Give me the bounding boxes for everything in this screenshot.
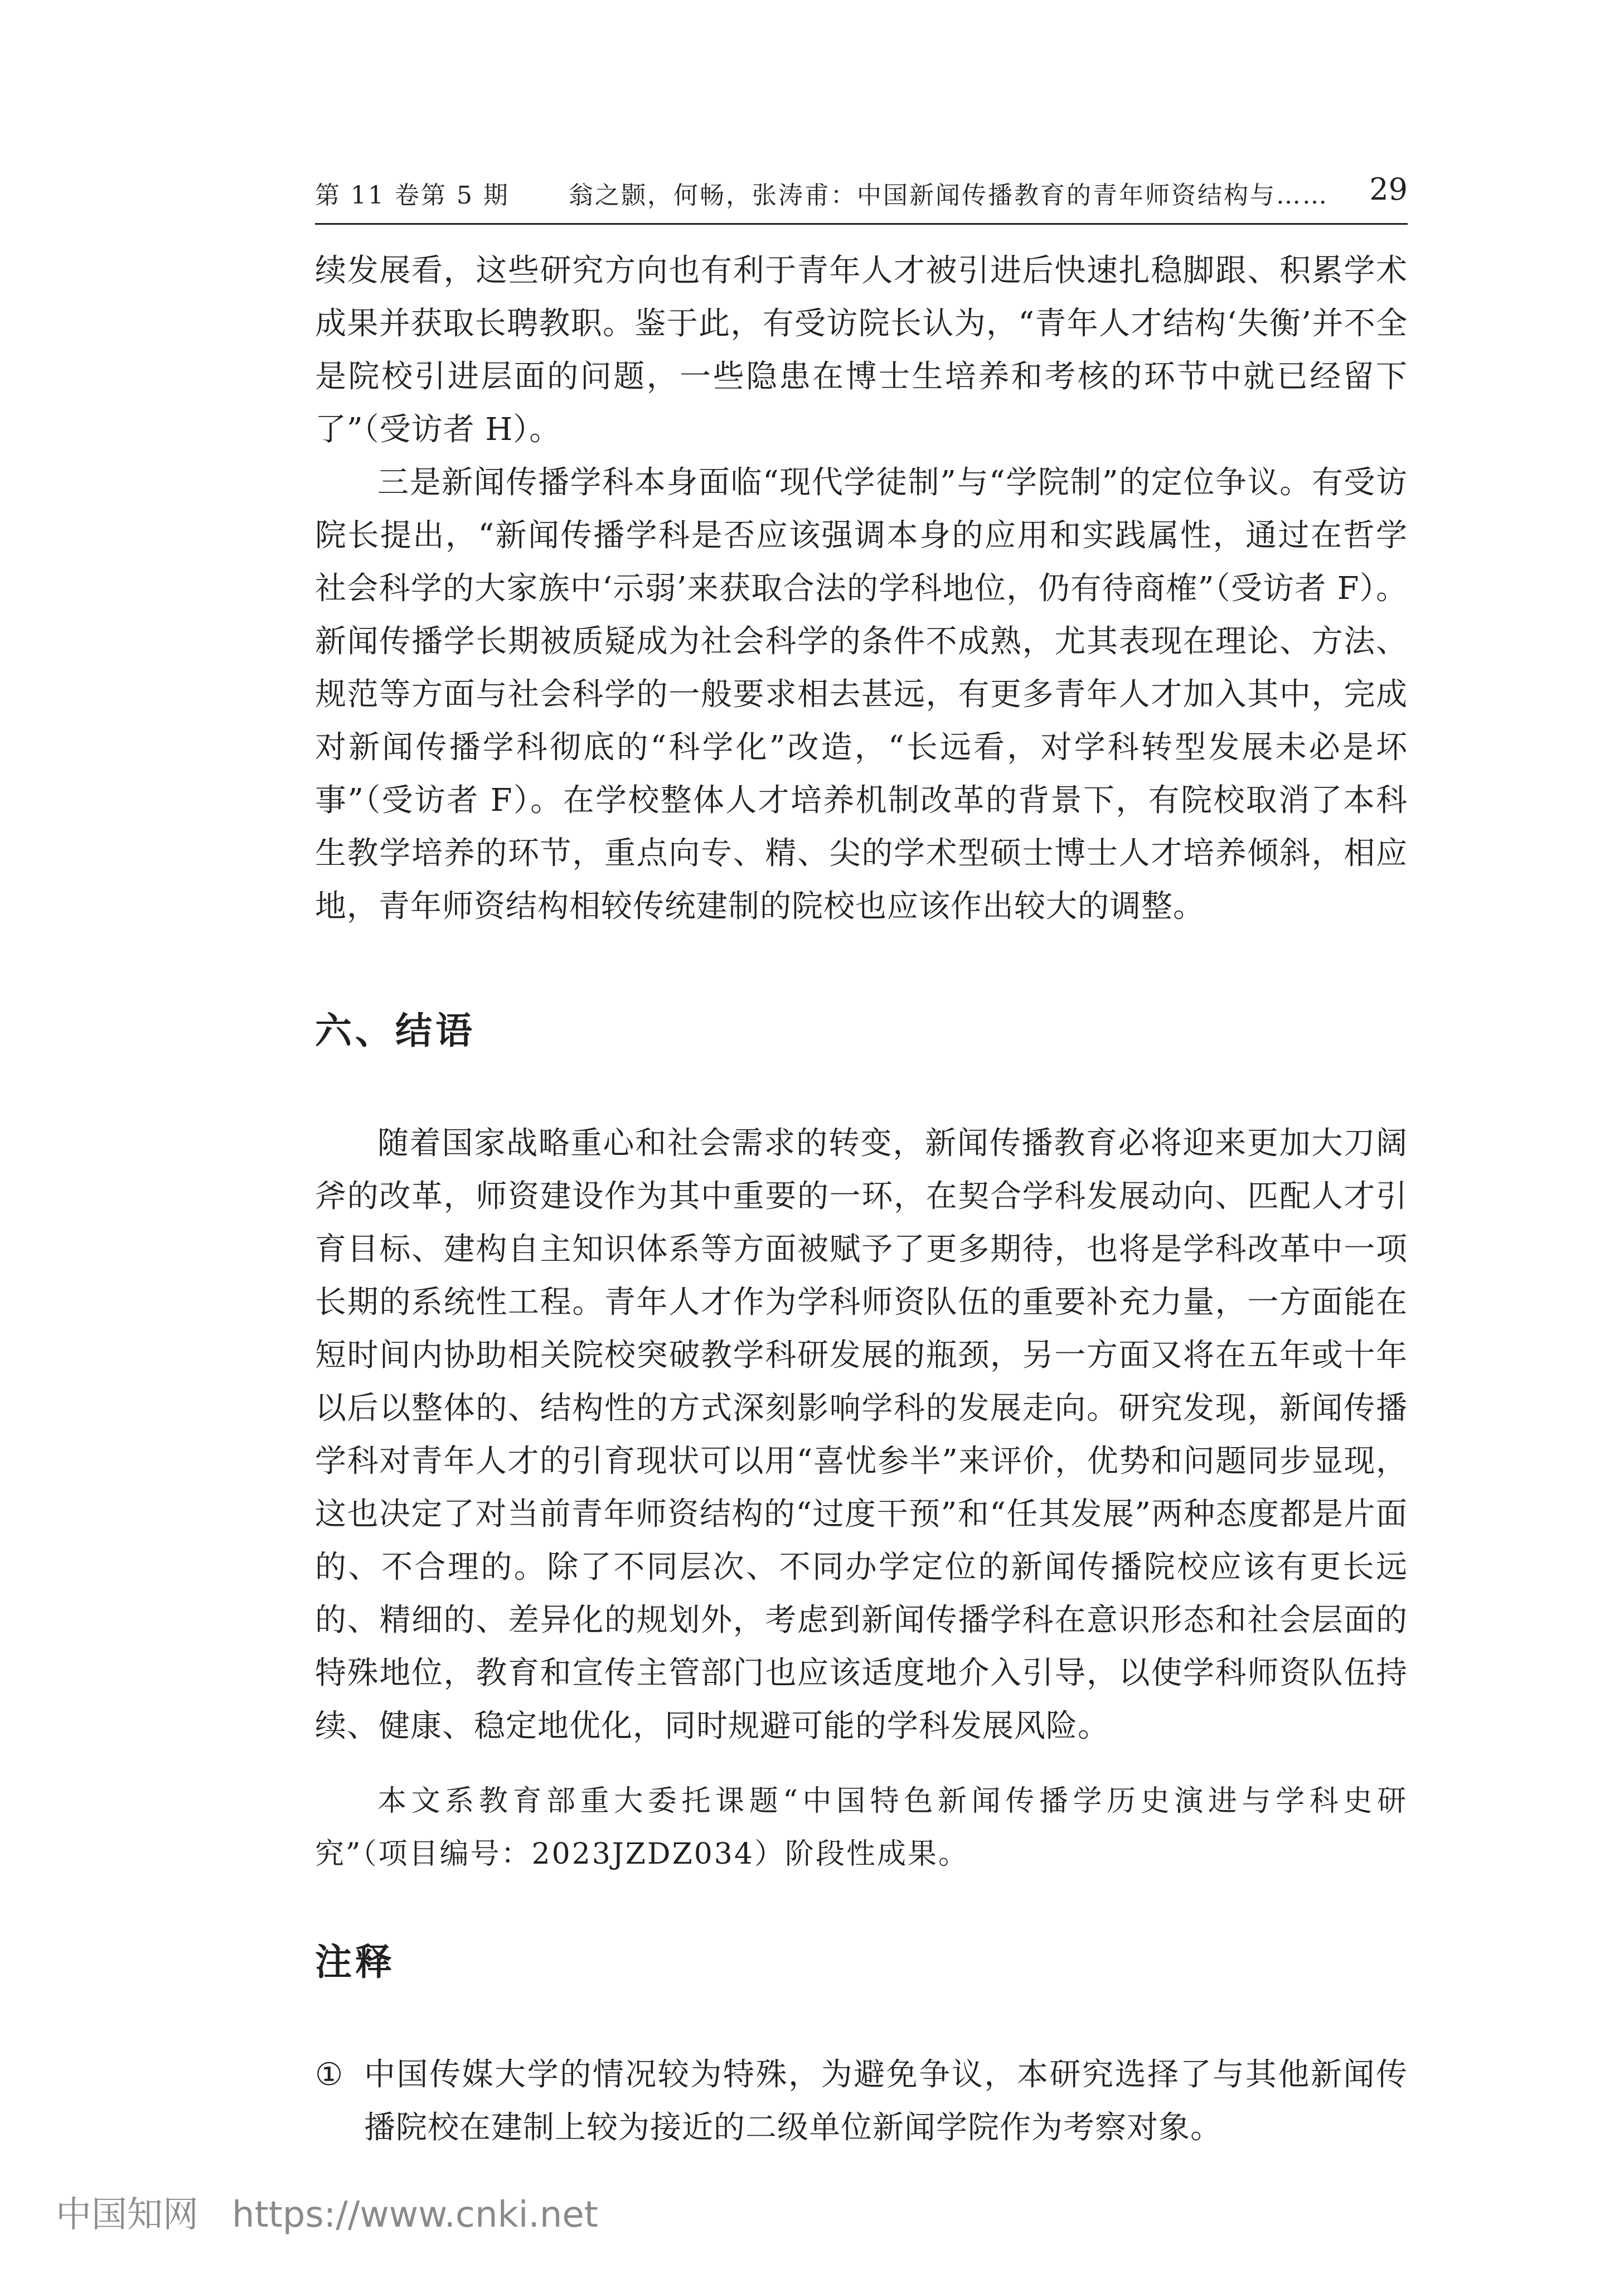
note-text: 中国传媒大学的情况较为特殊，为避免争议，本研究选择了与其他新闻传播院校在建制上较为接近的二级单位新闻学院作为考察对象。	[364, 2057, 1408, 2146]
section-heading-notes: 注释	[315, 1940, 395, 1984]
body-paragraph: 三是新闻传播学科本身面临“现代学徒制”与“学院制”的定位争议。有受访院长提出，“新闻传播学科是否应该强调本身的应用和实践属性，通过在哲学社会科学的大家族中‘示弱’来获取合法的学科地位，仍有待商榷”（受访者 F）。新闻传播学长期被质疑成为社会科学的条件不成熟，尤其表现在理论、方法、规范等方面与社会科学的一般要求相去甚远，有更多青年人才加入其中，完成对新闻传播学科彻底的“科学化”改造，“长远看，对学科转型发展未必是坏事”（受访者 F）。在学校整体人才培养机制改革的背景下，有院校取消了本科生教学培养的环节，重点向专、精、尖的学术型硕士博士人才培养倾斜，相应地，青年师资结构相较传统建制的院校也应该作出较大的调整。	[315, 465, 1408, 925]
note-item	[315, 2048, 1408, 2154]
conclusion-paragraph: 随着国家战略重心和社会需求的转变，新闻传播教育必将迎来更加大刀阔斧的改革，师资建设作为其中重要的一环，在契合学科发展动向、匹配人才引育目标、建构自主知识体系等方面被赋予了更多期待，也将是学科改革中一项长期的系统性工程。青年人才作为学科师资队伍的重要补充力量，一方面能在短时间内协助相关院校突破教学科研发展的瓶颈，另一方面又将在五年或十年以后以整体的、结构性的方式深刻影响学科的发展走向。研究发现，新闻传播学科对青年人才的引育现状可以用“喜忧参半”来评价，优势和问题同步显现，这也决定了对当前青年师资结构的“过度干预”和“任其发展”两种态度都是片面的、不合理的。除了不同层次、不同办学定位的新闻传播院校应该有更长远的、精细的、差异化的规划外，考虑到新闻传播学科在意识形态和社会层面的特殊地位，教育和宣传主管部门也应该适度地介入引导，以使学科师资队伍持续、健康、稳定地优化，同时规避可能的学科发展风险。	[315, 1125, 1408, 1744]
watermark-brand: 中国知网	[56, 2194, 198, 2236]
running-title: 翁之颢，何畅，张涛甫：中国新闻传播教育的青年师资结构与……	[569, 181, 1329, 210]
note-marker: ①	[315, 2057, 344, 2093]
article-body	[315, 244, 1408, 2154]
watermark-url: https://www.cnki.net	[232, 2194, 598, 2236]
section-heading-conclusion: 六、结语	[315, 1009, 476, 1052]
funding-statement: 本文系教育部重大委托课题“中国特色新闻传播学历史演进与学科史研究”（项目编号：2023JZDZ034）阶段性成果。	[315, 1784, 1408, 1871]
running-header	[315, 167, 1408, 225]
journal-issue: 第 11 卷第 5 期	[315, 181, 510, 210]
body-paragraph-continued: 续发展看，这些研究方向也有利于青年人才被引进后快速扎稳脚跟、积累学术成果并获取长聘教职。鉴于此，有受访院长认为，“青年人才结构‘失衡’并不全是院校引进层面的问题，一些隐患在博士生培养和考核的环节中就已经留下了”（受访者 H）。	[315, 253, 1408, 448]
cnki-watermark	[56, 2186, 598, 2237]
page-number: 29	[1369, 172, 1408, 207]
